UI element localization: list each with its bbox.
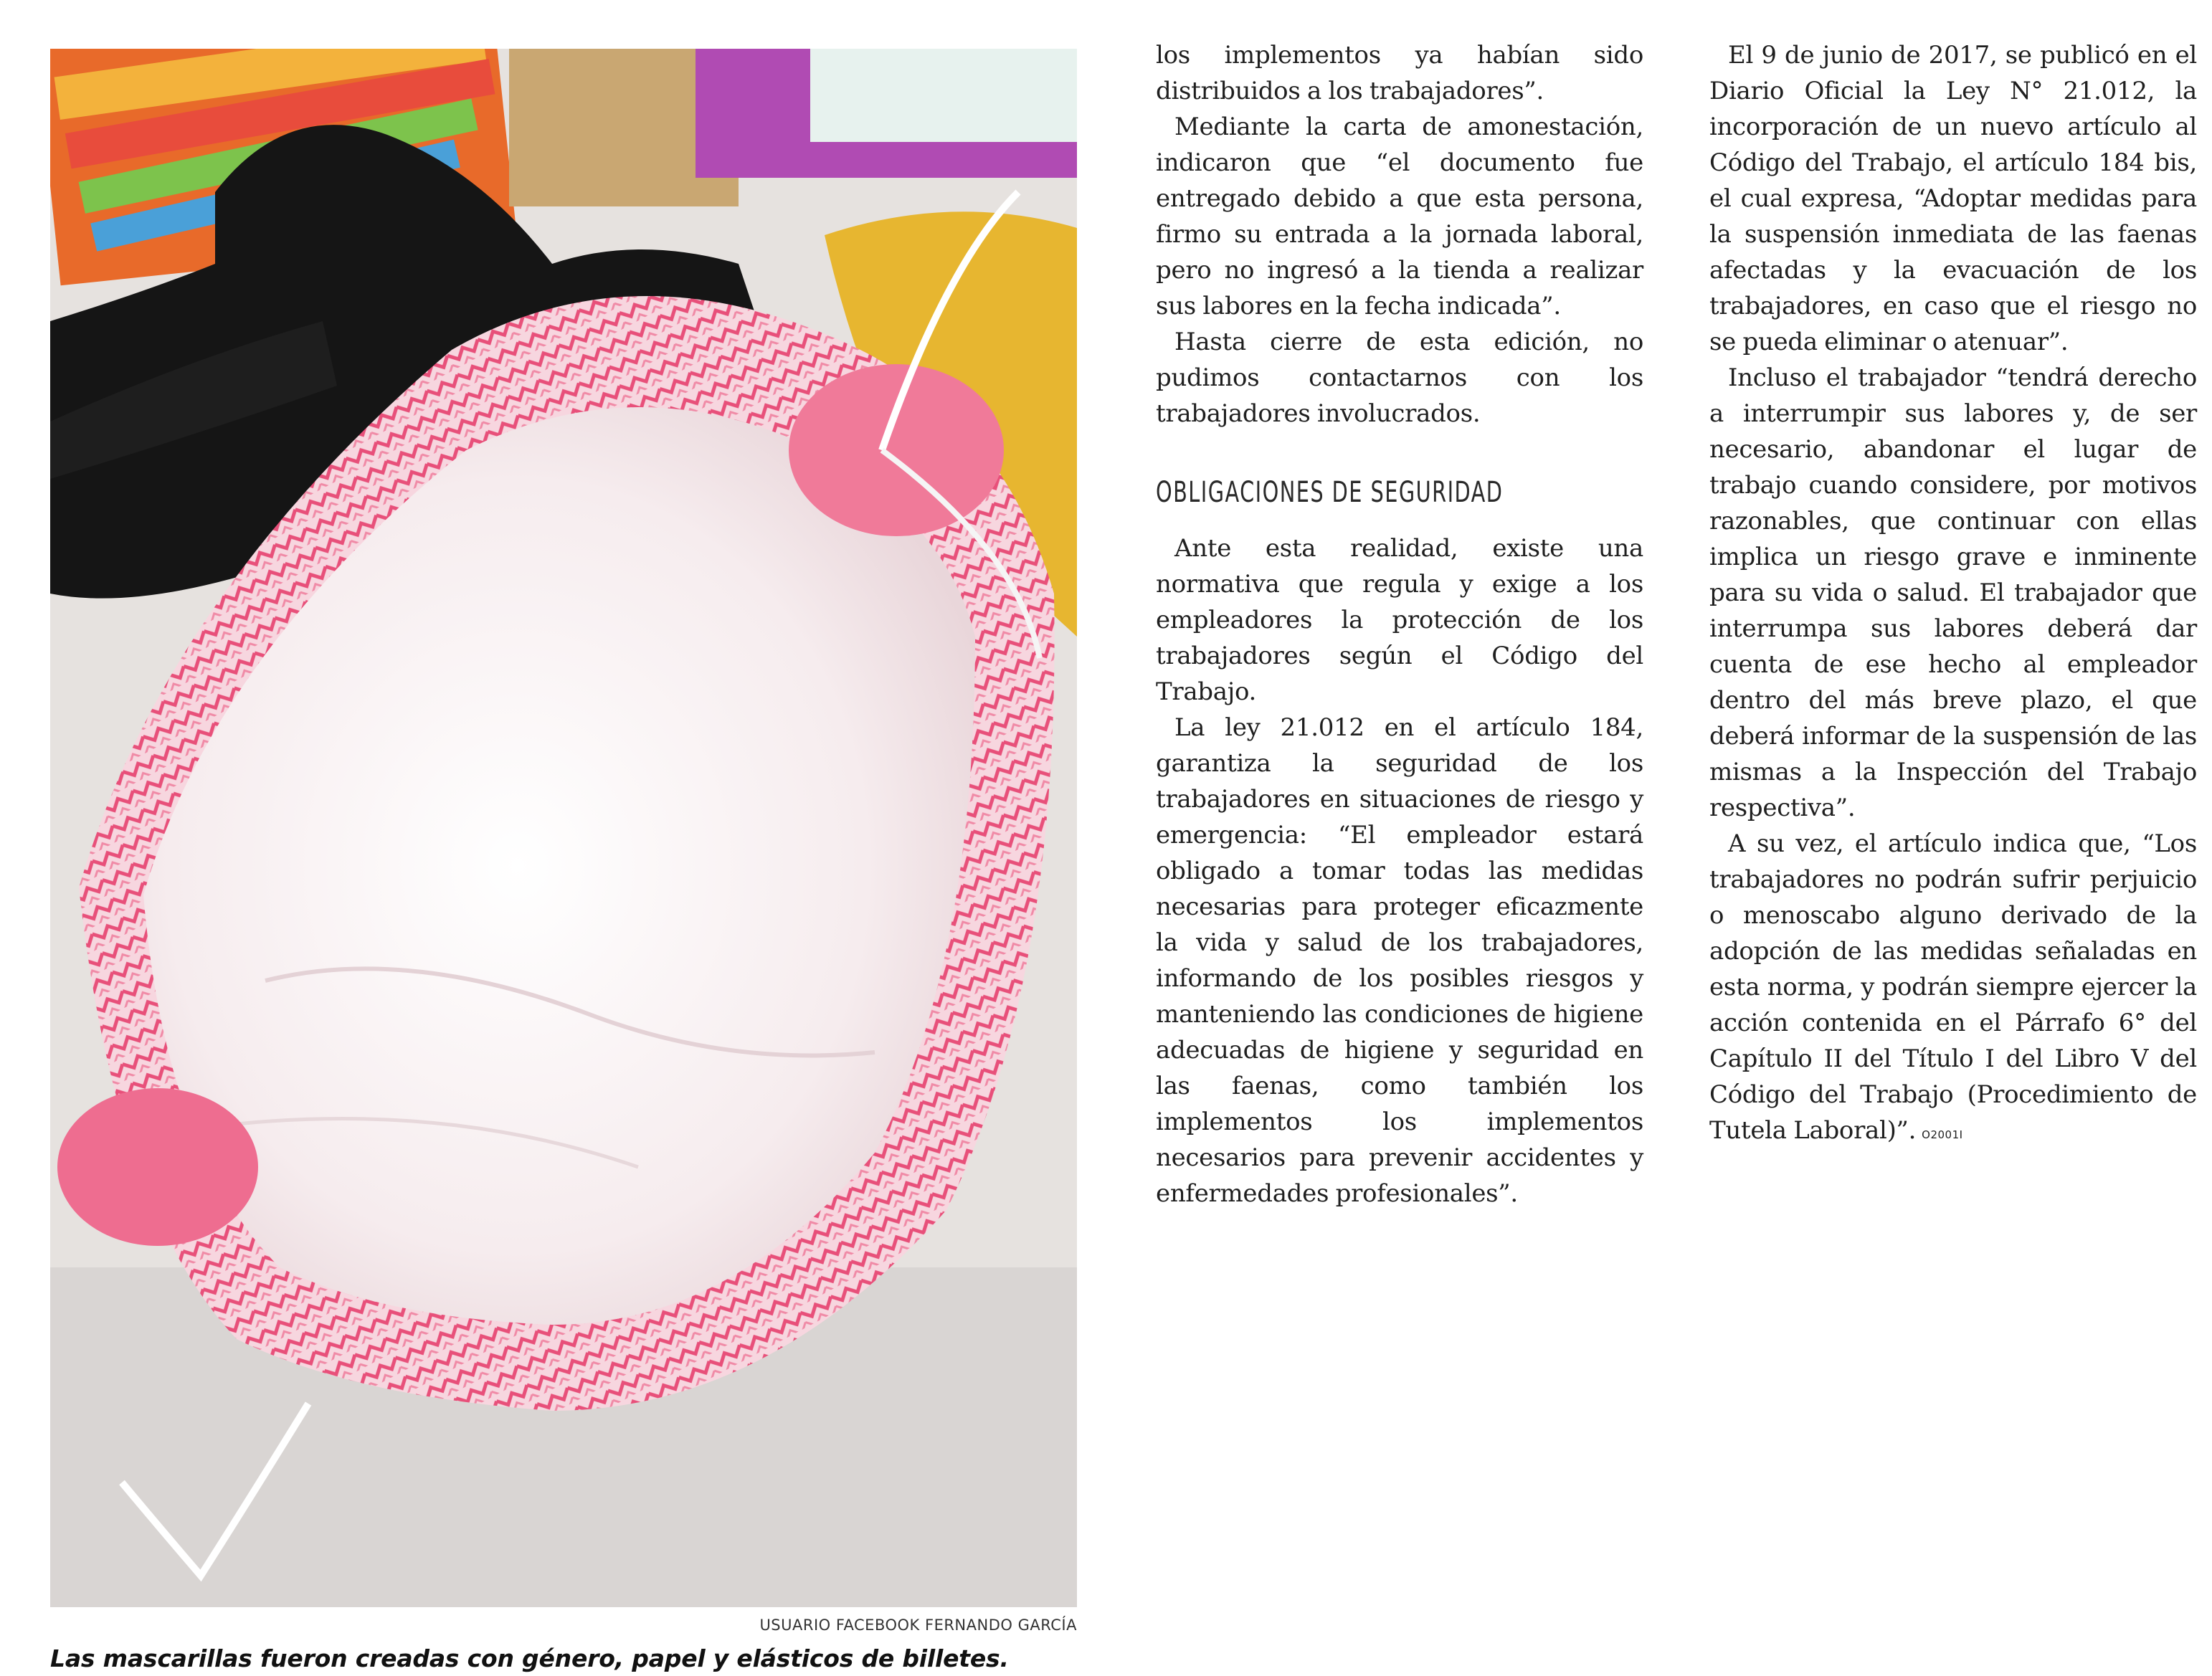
text-column-2 — [1709, 37, 2197, 1153]
photo-credit: USUARIO FACEBOOK FERNANDO GARCÍA — [759, 1617, 1077, 1634]
mask-photo-illustration — [50, 49, 1077, 1607]
paragraph: Ante esta realidad, existe una normativa que regula y exige a los empleadores la protección de los trabajadores según el Código del Trabajo. — [1156, 534, 1643, 706]
paragraph: Mediante la carta de amonestación, indicaron que “el documento fue entregado debido a que esta persona, firmo su entrada a la jornada laboral, pero no ingresó a la tienda a realizar sus labores en la fecha indicada”. — [1156, 113, 1643, 320]
paragraph: La ley 21.012 en el artículo 184, garantiza la seguridad de los trabajadores en situaciones de riesgo y emergencia: “El empleador estará obligado a tomar todas las medidas necesarias para proteger eficazmente la vida y salud de los trabajadores, informando de los posibles riesgos y manteniendo las condiciones de higiene adecuadas de higiene y seguridad en las faenas, como también los implementos los implementos necesarios para prevenir accidentes y enfermedades profesionales”. — [1156, 713, 1643, 1208]
paragraph: Incluso el trabajador “tendrá derecho a interrumpir sus labores y, de ser necesario, abandonar el lugar de trabajo cuando considere, por motivos razonables, que continuar con ellas implica un riesgo grave e inminente para su vida o salud. El trabajador que interrumpa sus labores deberá dar cuenta de ese hecho al empleador dentro del más breve plazo, el que deberá informar de la suspensión de las mismas a la Inspección del Trabajo respectiva”. — [1709, 363, 2197, 822]
paragraph: Hasta cierre de esta edición, no pudimos contactarnos con los trabajadores involucrados. — [1156, 328, 1643, 428]
paragraph: los implementos ya habían sido distribuidos a los trabajadores”. — [1156, 41, 1643, 105]
text-column-1 — [1156, 37, 1643, 1211]
paragraph-final — [1709, 826, 2197, 1153]
article-end-tag: O2001I — [1922, 1128, 1963, 1141]
paragraph-text: A su vez, el artículo indica que, “Los trabajadores no podrán sufrir perjuicio o menoscabo alguno derivado de la adopción de las medidas señaladas en esta norma, y podrán siempre ejercer la acción contenida en el Párrafo 6° del Capítulo II del Título I del Libro V del Código del Trabajo (Procedimiento de Tutela Laboral)”. — [1709, 829, 2197, 1145]
paragraph: El 9 de junio de 2017, se publicó en el Diario Oficial la Ley N° 21.012, la incorporación de un nuevo artículo al Código del Trabajo, el artículo 184 bis, el cual expresa, “Adoptar medidas para la suspensión inmediata de las faenas afectadas y la evacuación de los trabajadores, en caso que el riesgo no se pueda eliminar o atenuar”. — [1709, 41, 2197, 356]
section-subhead: OBLIGACIONES DE SEGURIDAD — [1156, 476, 1504, 509]
article-photo — [50, 49, 1077, 1607]
photo-caption: Las mascarillas fueron creadas con género, papel y elásticos de billetes. — [50, 1644, 1009, 1672]
